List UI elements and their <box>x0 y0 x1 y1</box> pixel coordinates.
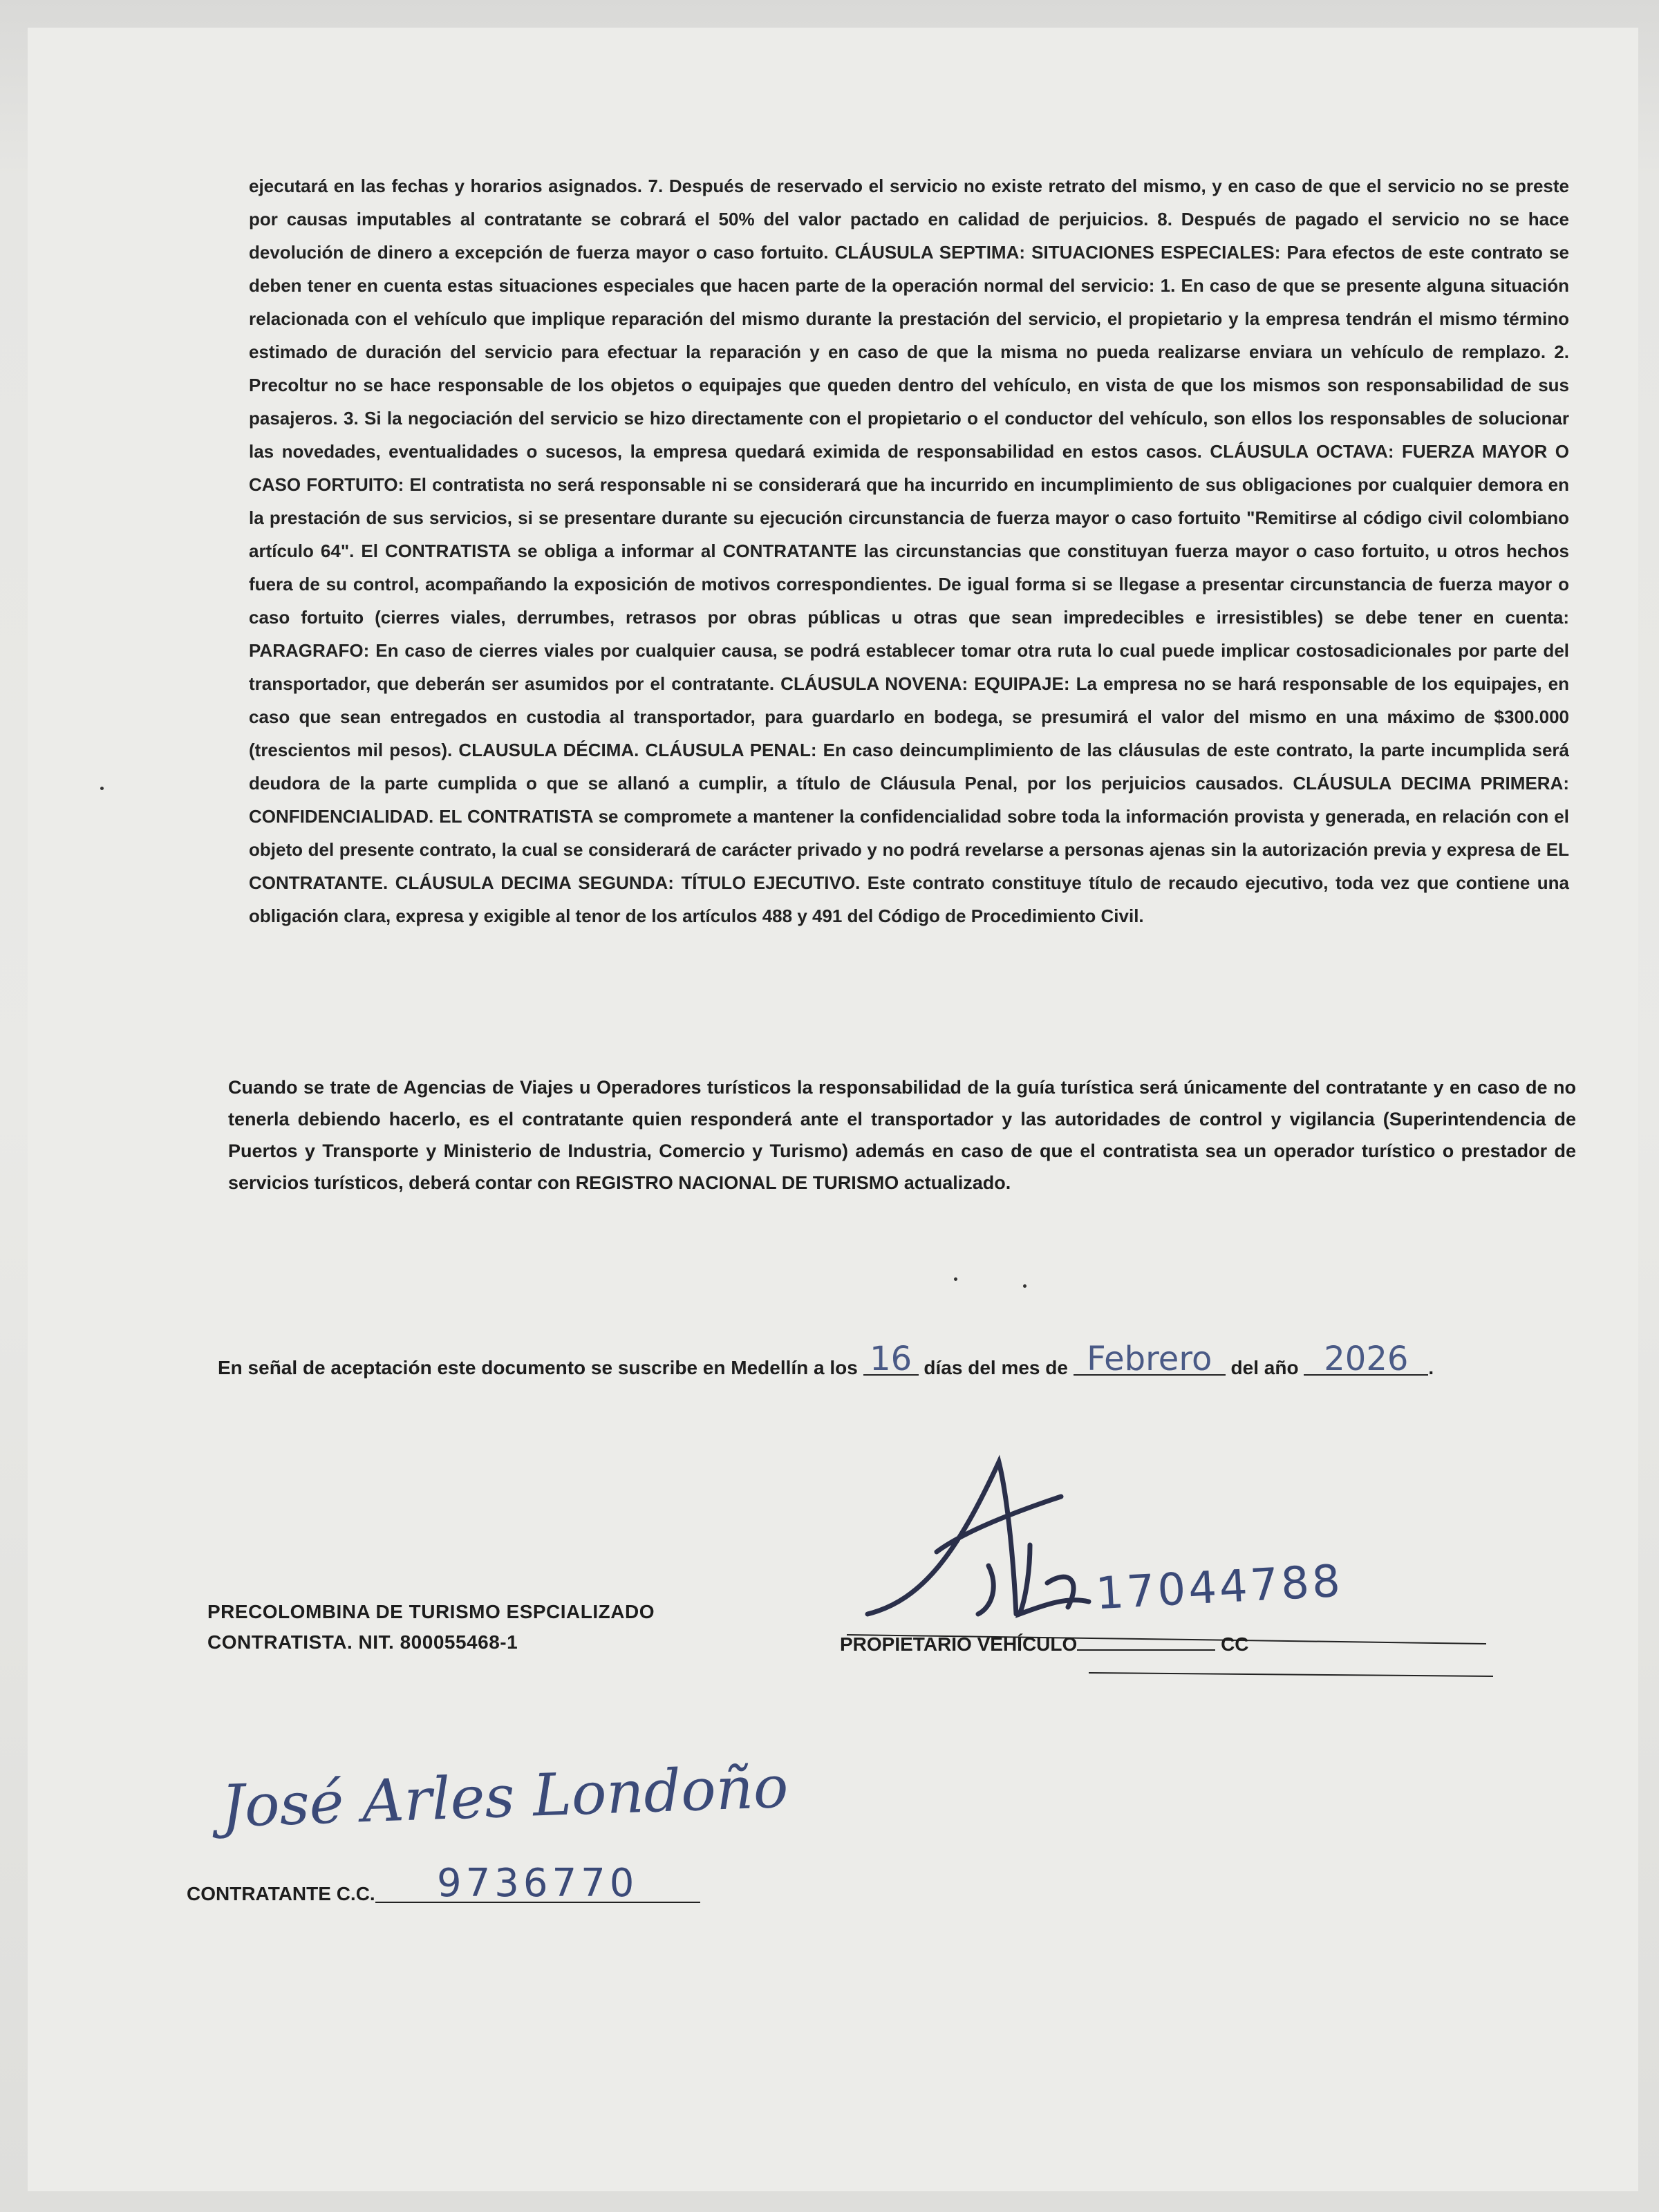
contratante-block <box>187 1752 789 1929</box>
contratante-handwritten-name: José Arles Londoño <box>220 1752 789 1841</box>
owner-cc-number: 17044788 <box>1094 1555 1344 1620</box>
acceptance-line <box>218 1340 1497 1380</box>
contratista-company: PRECOLOMBINA DE TURISMO ESPCIALIZADO <box>207 1601 655 1622</box>
contratante-cc-number: 9736770 <box>375 1866 700 1903</box>
owner-cc-label: CC <box>1221 1633 1249 1655</box>
owner-label: PROPIETARIO VEHÍCULO <box>840 1633 1078 1655</box>
owner-label-line <box>840 1633 1249 1656</box>
contratista-nit: CONTRATISTA. NIT. 800055468-1 <box>207 1631 518 1653</box>
acceptance-suffix: . <box>1428 1357 1434 1378</box>
agency-paragraph: Cuando se trate de Agencias de Viajes u Operadores turísticos la responsabilidad de la guía turística será únicamente del contratante y en caso de no tenerla debiendo hacerlo, es el contratante quien responderá ante el transportador y las autoridades de control y vigilancia (Superintendencia de Puertos y Transporte y Ministerio de Industria, Comercio y Turismo) además en caso de que el contratista sea un operador turístico o prestador de servicios turísticos, deberá contar con REGISTRO NACIONAL DE TURISMO actualizado. <box>228 1077 1576 1193</box>
year-field: 2026 <box>1304 1344 1428 1376</box>
contratante-label-line <box>187 1861 700 1907</box>
body-paragraph: ejecutará en las fechas y horarios asignados. 7. Después de reservado el servicio no existe retrato del mismo, y en caso de que el servicio no se preste por causas imputables al contratante se cobrará el 50% del valor pactado en calidad de perjuicios. 8. Después de pagado el servicio no se hace devolución de dinero a excepción de fuerza mayor o caso fortuito. CLÁUSULA SEPTIMA: SITUACIONES ESPECIALES: Para efectos de este contrato se deben tener en cuenta estas situaciones especiales que hacen parte de la operación normal del servicio: 1. En caso de que se presente alguna situación relacionada con el vehículo que implique reparación del mismo durante la prestación del servicio, el propietario y la empresa tendrán el mismo término estimado de duración del servicio para efectuar la reparación y en caso de que la misma no pueda realizarse enviara un vehículo de remplazo. 2. Precoltur no se hace responsable de los objetos o equipajes que queden dentro del vehículo, en vista de que los mismos son responsabilidad de sus pasajeros. 3. Si la negociación del servicio se hizo directamente con el propietario o el conductor del vehículo, son ellos los responsables de solucionar las novedades, eventualidades o sucesos, la empresa quedará eximida de responsabilidad en estos casos. CLÁUSULA OCTAVA: FUERZA MAYOR O CASO FORTUITO: El contratista no será responsable ni se considerará que ha incurrido en incumplimiento de sus obligaciones por cualquier demora en la prestación de sus servicios, si se presentare durante su ejecución circunstancia de fuerza mayor o caso fortuito "Remitirse al código civil colombiano artículo 64". El CONTRATISTA se obliga a informar al CONTRATANTE las circunstancias que constituyan fuerza mayor o caso fortuito, u otros hechos fuera de su control, acompañando la exposición de motivos correspondientes. De igual forma si se llegase a presentar circunstancia de fuerza mayor o caso fortuito (cierres viales, derrumbes, retrasos por obras públicas u otras que sean impredecibles e irresistibles) se debe tener en cuenta: PARAGRAFO: En caso de cierres viales por cualquier causa, se podrá establecer tomar otra ruta lo cual puede implicar costosadicionales por parte del transportador, que deberán ser asumidos por el contratante. CLÁUSULA NOVENA: EQUIPAJE: La empresa no se hará responsable de los equipajes, en caso que sean entregados en custodia al transportador, para guardarlo en bodega, se presumirá el valor del mismo en una máximo de $300.000 (trescientos mil pesos). CLAUSULA DÉCIMA. CLÁUSULA PENAL: En caso deincumplimiento de las cláusulas de este contrato, la parte incumplida será deudora de la parte cumplida o que se allanó a cumplir, a título de Cláusula Penal, por los perjuicios causados. CLÁUSULA DECIMA PRIMERA: CONFIDENCIALIDAD. EL CONTRATISTA se compromete a mantener la confidencialidad sobre toda la información provista y generada, en relación con el objeto del presente contrato, la cual se considerará de carácter privado y no podrá revelarse a personas ajenas sin la autorización previa y expresa de EL CONTRATANTE. CLÁUSULA DECIMA SEGUNDA: TÍTULO EJECUTIVO. Este contrato constituye título de recaudo ejecutivo, toda vez que contiene una obligación clara, expresa y exigible al tenor de los artículos 488 y 491 del Código de Procedimiento Civil. <box>249 176 1569 926</box>
speck <box>100 787 104 790</box>
acceptance-mid2: del año <box>1230 1357 1299 1378</box>
speck <box>1023 1284 1027 1288</box>
day-field: 16 <box>863 1344 919 1376</box>
contract-body <box>249 169 1569 948</box>
contratista-block <box>207 1597 655 1658</box>
contratante-label: CONTRATANTE C.C. <box>187 1883 375 1904</box>
speck <box>954 1277 957 1281</box>
month-field: Febrero <box>1074 1344 1226 1376</box>
acceptance-prefix: En señal de aceptación este documento se suscribe en Medellín a los <box>218 1357 858 1378</box>
acceptance-mid1: días del mes de <box>924 1357 1068 1378</box>
propietario-signature-block <box>840 1448 1493 1683</box>
